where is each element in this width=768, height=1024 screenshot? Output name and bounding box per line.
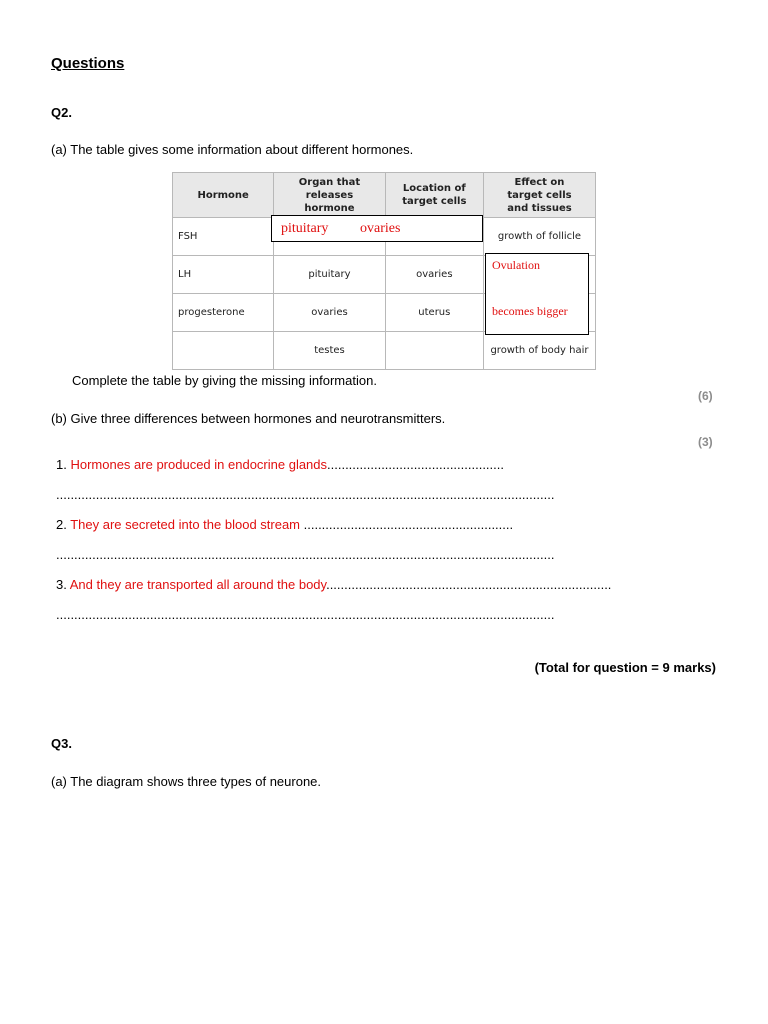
- table-cell: testes: [274, 332, 385, 370]
- page-title: Questions: [51, 55, 125, 72]
- table-cell: LH: [173, 256, 274, 294]
- table-header-effect: Effect on target cells and tissues: [483, 173, 595, 218]
- answer-line-3[interactable]: [56, 577, 611, 592]
- table-cell: progesterone: [173, 294, 274, 332]
- marks-b: (3): [698, 435, 713, 449]
- q2-part-b-text: (b) Give three differences between hormones and neurotransmitters.: [51, 411, 446, 426]
- table-cell: [173, 332, 274, 370]
- answer-number: 3.: [56, 577, 70, 592]
- answer-dots: .................................................: [327, 457, 504, 472]
- table-cell: FSH: [173, 218, 274, 256]
- table-cell: ovaries: [385, 256, 483, 294]
- answer-line-2[interactable]: [56, 517, 513, 532]
- table-cell: growth of body hair: [483, 332, 595, 370]
- answer-box-effects[interactable]: [485, 253, 589, 335]
- question-number-q3: Q3.: [51, 736, 72, 751]
- answer-dotted-line[interactable]: ..........................................................................................................................................: [56, 607, 555, 622]
- answer-dotted-line[interactable]: ..........................................................................................................................................: [56, 547, 555, 562]
- marks-a: (6): [698, 389, 713, 403]
- answer-text: becomes bigger: [492, 304, 568, 318]
- answer-text: Hormones are produced in endocrine glands: [70, 457, 328, 472]
- answer-dots: ...............................................................................: [326, 577, 612, 592]
- answer-dots: ..........................................................: [303, 517, 514, 532]
- table-cell: [385, 332, 483, 370]
- answer-dotted-line[interactable]: ..........................................................................................................................................: [56, 487, 555, 502]
- answer-text: ovaries: [360, 221, 401, 236]
- total-marks: (Total for question = 9 marks): [534, 660, 716, 675]
- table-instruction: Complete the table by giving the missing information.: [72, 373, 377, 388]
- table-cell: uterus: [385, 294, 483, 332]
- table-cell: ovaries: [274, 294, 385, 332]
- table-header-location: Location of target cells: [385, 173, 483, 218]
- answer-text: Ovulation: [492, 258, 540, 272]
- q2-part-a-text: (a) The table gives some information about different hormones.: [51, 142, 414, 157]
- table-header-hormone: Hormone: [173, 173, 274, 218]
- answer-box-fsh[interactable]: [271, 215, 483, 242]
- answer-text: They are secreted into the blood stream: [70, 517, 304, 532]
- table-header-organ: Organ that releases hormone: [274, 173, 385, 218]
- table-cell: pituitary: [274, 256, 385, 294]
- table-row: [173, 332, 596, 370]
- question-number-q2: Q2.: [51, 105, 72, 120]
- answer-number: 1.: [56, 457, 71, 472]
- table-cell: growth of follicle: [483, 218, 595, 256]
- answer-number: 2.: [56, 517, 71, 532]
- answer-text: pituitary: [281, 221, 329, 236]
- answer-text: And they are transported all around the body: [69, 577, 327, 592]
- answer-line-1[interactable]: [56, 457, 504, 472]
- q3-part-a-text: (a) The diagram shows three types of neurone.: [51, 774, 322, 789]
